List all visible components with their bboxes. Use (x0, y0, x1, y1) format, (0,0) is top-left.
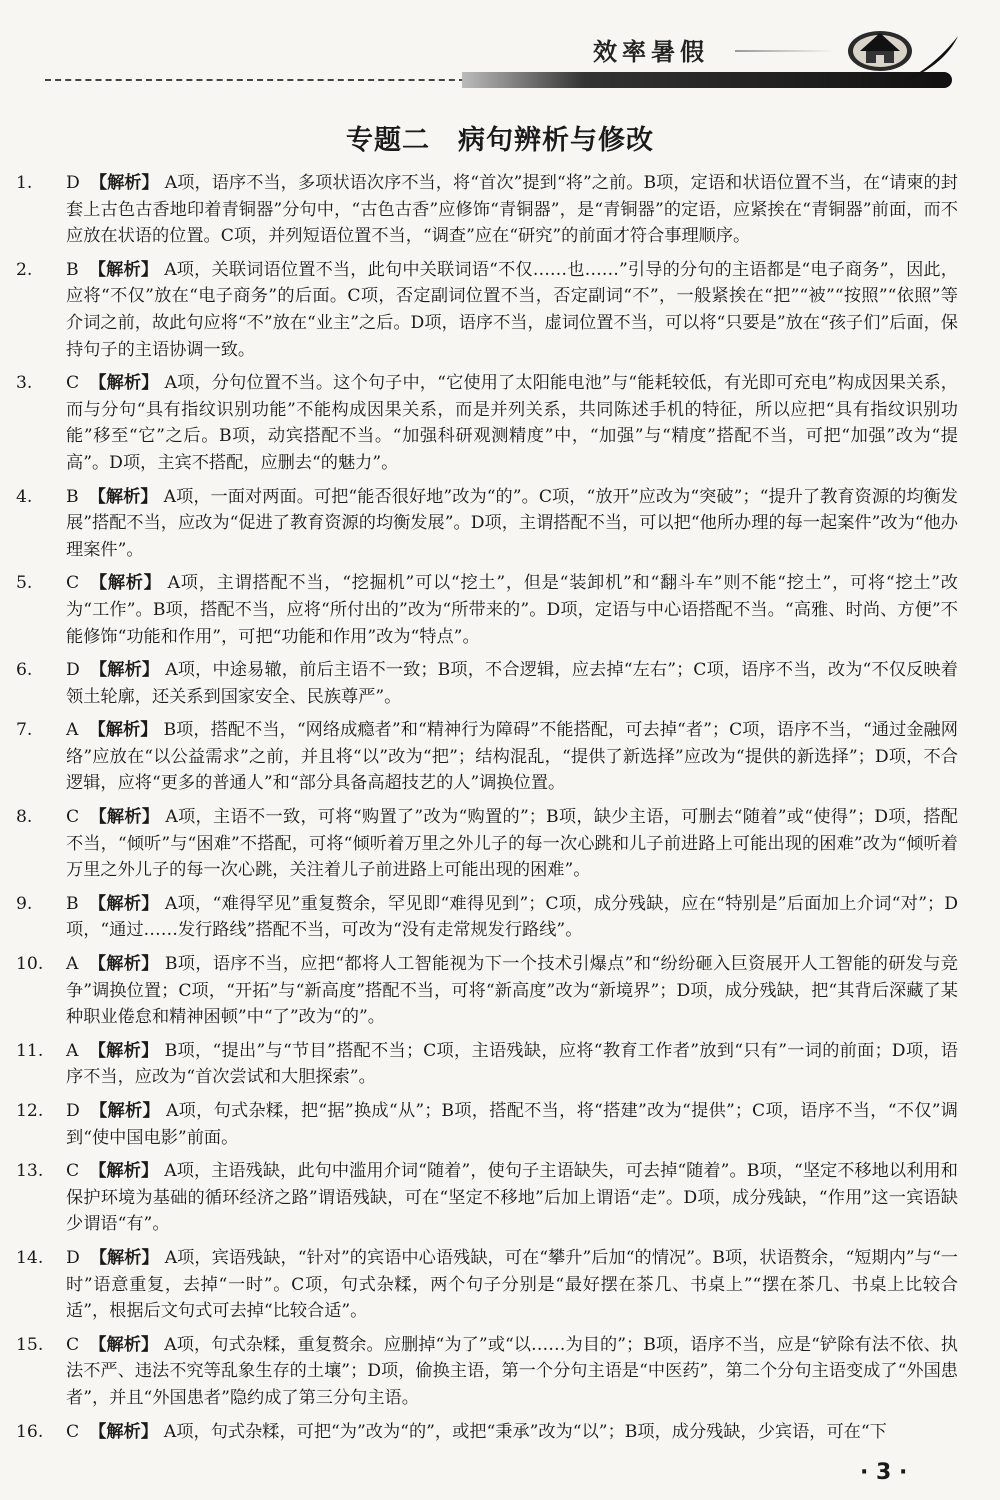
analysis-tag: 【解析】 (89, 1101, 160, 1121)
analysis-tag: 【解析】 (89, 173, 159, 193)
analysis-text: A项，句式杂糅，可把“为”改为“的”，或把“秉承”改为“以”；B项，成分残缺，少宾语，可在“下 (163, 1421, 887, 1442)
answer-item (16, 370, 958, 476)
analysis-tag: 【解析】 (88, 954, 159, 975)
answer-item (16, 484, 958, 564)
answer-letter: D (66, 1101, 80, 1121)
analysis-tag: 【解析】 (88, 720, 158, 741)
answer-letter: A (66, 720, 79, 741)
answer-letter: C (66, 1421, 80, 1442)
item-number: 6. (16, 660, 33, 681)
analysis-text: A项，句式杂糅，把“据”换成“从”；B项，搭配不当，将“搭建”改为“提供”；C项，语序不当，“不仅”调到“使中国电影”前面。 (66, 1101, 958, 1148)
answer-item (16, 657, 958, 710)
item-number: 2. (16, 259, 33, 280)
page-header (0, 0, 1000, 95)
item-number: 5. (16, 573, 33, 594)
answer-letter: D (66, 173, 80, 193)
answer-item (16, 891, 958, 944)
item-number: 1. (16, 173, 33, 193)
analysis-text: B项，语序不当，应把“都将人工智能视为下一个技术引爆点”和“纷纷砸入巨资展开人工智能的研发与竞争”调换位置；C项，“开拓”与“新高度”搭配不当，可将“新高度”改为“新境界”；D项，成分残缺，把“其背后深藏了某种职业倦怠和精神困顿”中“了”改为“的”。 (66, 954, 958, 1028)
analysis-tag: 【解析】 (89, 660, 160, 681)
item-number: 7. (16, 720, 33, 741)
answer-letter: C (66, 1334, 80, 1355)
item-number: 8. (16, 807, 33, 828)
analysis-text: A项，宾语残缺，“针对”的宾语中心语残缺，可在“攀升”后加“的情况”。B项，状语赘余，“短期内”与“一时”语意重复，去掉“一时”。C项，句式杂糅，两个句子分别是“最好摆在茶几、书桌上”“摆在茶几、书桌上比较合适”，根据后文句式可去掉“比较合适”。 (66, 1247, 958, 1322)
answer-list (16, 170, 958, 1452)
item-number: 13. (16, 1161, 44, 1182)
answer-item (16, 257, 958, 363)
analysis-tag: 【解析】 (89, 1334, 159, 1355)
answer-letter: C (66, 1161, 80, 1182)
analysis-tag: 【解析】 (89, 573, 162, 594)
answer-item (16, 1419, 958, 1446)
analysis-text: A项，一面对两面。可把“能否很好地”改为“的”。C项，“放开”应改为“突破”；“提升了教育资源的均衡发展”搭配不当，应改为“促进了教育资源的均衡发展”。D项，主谓搭配不当，可以把“他所办理的每一起案件”改为“他办理案件”。 (66, 486, 958, 560)
analysis-text: A项，中途易辙，前后主语不一致；B项，不合逻辑，应去掉“左右”；C项，语序不当，改为“不仅反映着领土轮廓，还关系到国家安全、民族尊严”。 (66, 660, 958, 707)
analysis-text: B项，搭配不当，“网络成瘾者”和“精神行为障碍”不能搭配，可去掉“者”；C项，语序不当，“通过金融网络”应放在“以公益需求”之前，并且将“以”改为“把”；结构混乱，“提供了新选择”应改为“提供的新选择”；D项，不合逻辑，应将“更多的普通人”和“部分具备高超技艺的人”调换位置。 (66, 720, 958, 794)
answer-letter: C (66, 807, 80, 828)
answer-item (16, 1038, 958, 1091)
analysis-tag: 【解析】 (88, 486, 158, 507)
analysis-text: B项，“提出”与“节目”搭配不当；C项，主语残缺，应将“教育工作者”放到“只有”一词的前面；D项，语序不当，应改为“首次尝试和大胆探索”。 (66, 1040, 958, 1088)
item-number: 9. (16, 893, 33, 914)
answer-letter: B (66, 259, 79, 280)
answer-item (16, 570, 958, 650)
analysis-text: A项，语序不当，多项状语次序不当，将“首次”提到“将”之前。B项，定语和状语位置不当，在“请柬的封套上古色古香地印着青铜器”分句中，“古色古香”应修饰“青铜器”，是“青铜器”的定语，应紧挨在“青铜器”前面，而不应放在状语的位置。C项，并列短语位置不当，“调查”应在“研究”的前面才符合事理顺序。 (66, 173, 958, 247)
answer-letter: C (66, 373, 80, 394)
analysis-tag: 【解析】 (88, 1040, 159, 1061)
item-number: 16. (16, 1421, 44, 1442)
analysis-text: A项，主谓搭配不当，“挖掘机”可以“挖土”，但是“装卸机”和“翻斗车”则不能“挖土”，可将“挖土”改为“工作”。B项，搭配不当，应将“所付出的”改为“所带来的”。D项，定语与中心语搭配不当。“高雅、时尚、方便”不能修饰“功能和作用”，可把“功能和作用”改为“特点”。 (66, 573, 958, 647)
swoosh-icon (900, 34, 960, 84)
header-band (462, 72, 952, 88)
answer-item (16, 1158, 958, 1238)
analysis-tag: 【解析】 (89, 1421, 158, 1442)
analysis-tag: 【解析】 (88, 893, 159, 914)
item-number: 4. (16, 486, 33, 507)
analysis-text: A项，关联词语位置不当，此句中关联词语“不仅……也……”引导的分句的主语都是“电子商务”，因此，应将“不仅”放在“电子商务”的后面。C项，否定副词位置不当，否定副词“不”，一般紧挨在“把”“被”“按照”“依照”等介词之前，故此句应将“不”放在“业主”之后。D项，语序不当，虚词位置不当，可以将“只要是”放在“孩子们”后面，保持句子的主语协调一致。 (66, 259, 958, 360)
answer-item (16, 1098, 958, 1151)
header-dashed-rule (45, 79, 465, 81)
answer-letter: D (66, 1247, 80, 1268)
item-number: 3. (16, 373, 33, 394)
item-number: 14. (16, 1247, 44, 1268)
analysis-text: A项，主语残缺，此句中滥用介词“随着”，使句子主语缺失，可去掉“随着”。B项，“坚定不移地以利用和保护环境为基础的循环经济之路”谓语残缺，可在“坚定不移地”后加上谓语“走”。D项，成分残缺，“作用”这一宾语缺少谓语“有”。 (66, 1161, 958, 1235)
analysis-text: A项，主语不一致，可将“购置了”改为“购置的”；B项，缺少主语，可删去“随着”或“使得”；D项，搭配不当，“倾听”与“困难”不搭配，可将“倾听着万里之外儿子的每一次心跳和儿子前进路上可能出现的困难”改为“倾听着万里之外儿子的每一次心跳，关注着儿子前进路上可能出现的困难”。 (66, 807, 958, 881)
answer-item (16, 951, 958, 1031)
header-fade-line (735, 50, 835, 52)
answer-item (16, 170, 958, 250)
answer-letter: A (66, 954, 79, 975)
item-number: 11. (16, 1040, 44, 1061)
item-number: 15. (16, 1334, 44, 1355)
answer-letter: B (66, 893, 79, 914)
analysis-tag: 【解析】 (88, 259, 159, 280)
answer-letter: D (66, 660, 80, 681)
analysis-tag: 【解析】 (89, 373, 159, 394)
section-title: 专题二 病句辨析与修改 (346, 125, 654, 156)
answer-letter: B (66, 486, 79, 507)
answer-letter: C (66, 573, 80, 594)
answer-item (16, 717, 958, 797)
page-number: · 3 · (860, 1460, 908, 1485)
analysis-text: A项，“难得罕见”重复赘余，罕见即“难得见到”；C项，成分残缺，应在“特别是”后面加上介词“对”；D项，“通过……发行路线”搭配不当，可改为“没有走常规发行路线”。 (66, 893, 958, 941)
answer-item (16, 1332, 958, 1412)
item-number: 10. (16, 954, 44, 975)
answer-letter: A (66, 1040, 79, 1061)
analysis-tag: 【解析】 (89, 807, 160, 828)
analysis-tag: 【解析】 (89, 1161, 159, 1182)
analysis-text: A项，分句位置不当。这个句子中，“它使用了太阳能电池”与“能耗较低，有光即可充电”构成因果关系，而与分句“具有指纹识别功能”不能构成因果关系，而是并列关系，共同陈述手机的特征，所以应把“具有指纹识别功能”移至“它”之后。B项，动宾搭配不当。“加强科研观测精度”中，“加强”与“精度”搭配不当，可把“加强”改为“提高”。D项，主宾不搭配，应删去“的魅力”。 (66, 373, 958, 473)
analysis-text: A项，句式杂糅，重复赘余。应删掉“为了”或“以……为目的”；B项，语序不当，应是“铲除有法不依、执法不严、违法不究等乱象生存的土壤”；D项，偷换主语，第一个分句主语是“中医药”，第二个分句主语变成了“外国患者”，并且“外国患者”隐约成了第三分句主语。 (66, 1334, 958, 1408)
analysis-tag: 【解析】 (89, 1247, 159, 1268)
item-number: 12. (16, 1101, 44, 1121)
answer-item (16, 1245, 958, 1325)
header-title: 效率暑假 (593, 38, 709, 66)
answer-item (16, 804, 958, 884)
